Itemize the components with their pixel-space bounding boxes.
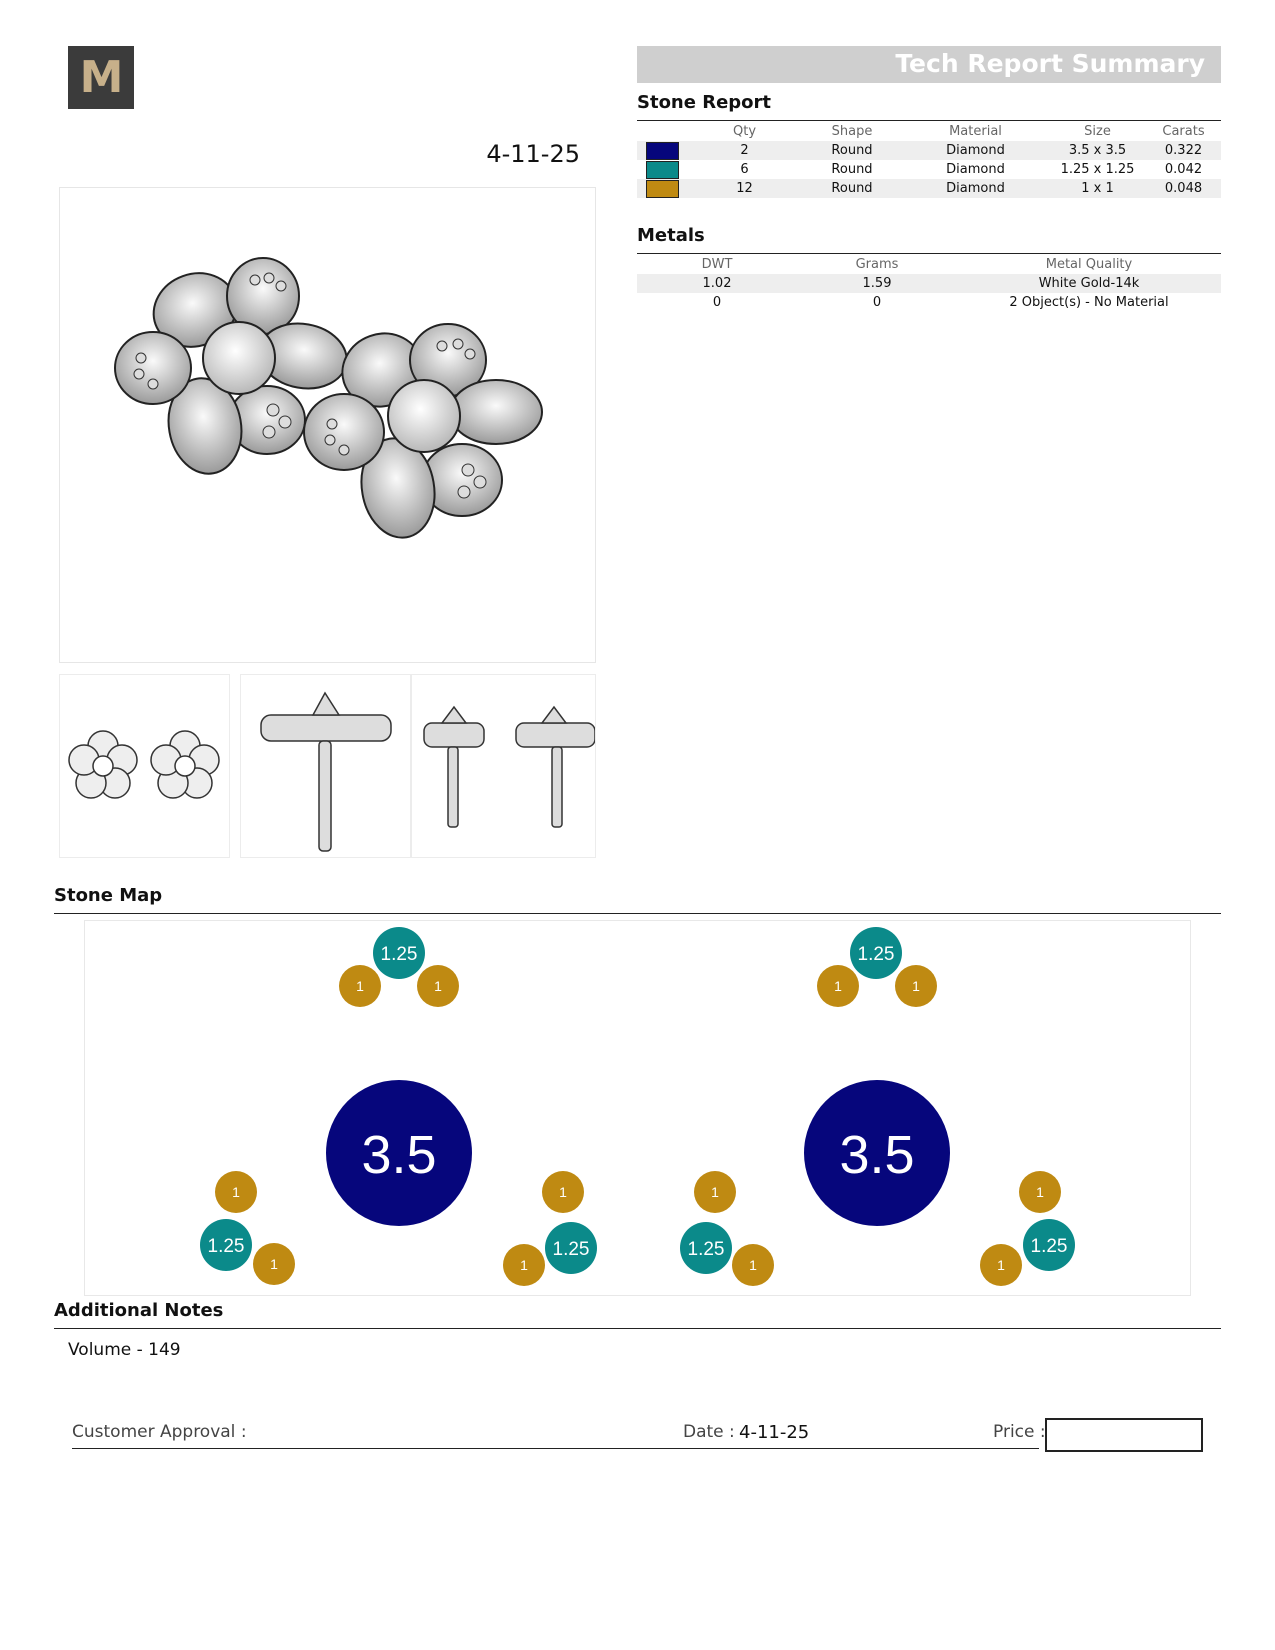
stone-medium [1023, 1219, 1075, 1271]
qty-cell: 2 [687, 141, 802, 160]
stone-report-table [637, 122, 1221, 198]
table-row [637, 274, 1221, 293]
size-cell: 1 x 1 [1049, 179, 1146, 198]
qty-cell: 12 [687, 179, 802, 198]
date-label: Date : [683, 1422, 735, 1442]
quality-cell: 2 Object(s) - No Material [1009, 295, 1169, 310]
signature-line[interactable] [72, 1448, 1039, 1449]
banner-title: Tech Report Summary [895, 49, 1205, 78]
stone-small [253, 1243, 295, 1285]
stone-small [215, 1171, 257, 1213]
stone-small [694, 1171, 736, 1213]
thumbnail-side-view[interactable] [240, 674, 411, 858]
stone-label: 1 [520, 1257, 528, 1273]
metals-table [637, 255, 1221, 312]
col-size: Size [1084, 124, 1111, 139]
notes-rule [54, 1328, 1221, 1329]
stone-label: 1 [749, 1257, 757, 1273]
stone-small [417, 965, 459, 1007]
report-banner [637, 46, 1221, 83]
stone-label: 1 [232, 1184, 240, 1200]
stone-medium [850, 927, 902, 979]
col-shape: Shape [831, 124, 873, 139]
stone-label: 1 [997, 1257, 1005, 1273]
customer-approval-label: Customer Approval : [72, 1422, 247, 1442]
logo-letter: M [79, 51, 123, 103]
thumbnail-front-view[interactable] [411, 674, 596, 858]
color-swatch [646, 161, 679, 179]
quality-cell: White Gold-14k [957, 274, 1221, 293]
stone-small [980, 1244, 1022, 1286]
stone-report-rule [637, 120, 1221, 121]
top-view-render [60, 675, 229, 857]
stone-small [339, 965, 381, 1007]
stone-medium [200, 1219, 252, 1271]
stone-label: 1 [434, 978, 442, 994]
stone-report-header [637, 122, 1221, 141]
shape-cell: Round [802, 141, 902, 160]
shape-cell: Round [831, 162, 873, 177]
price-field[interactable] [1045, 1418, 1203, 1452]
stone-label: 1.25 [207, 1236, 245, 1257]
metals-header [637, 255, 1221, 274]
stone-medium [373, 927, 425, 979]
thumbnail-top-view[interactable] [59, 674, 230, 858]
stone-map-rule [54, 913, 1221, 914]
stone-small [1019, 1171, 1061, 1213]
table-row [637, 179, 1221, 198]
stone-label: 1 [912, 978, 920, 994]
grams-cell: 1.59 [797, 274, 957, 293]
stone-label: 1.25 [857, 944, 895, 965]
grams-cell: 0 [872, 295, 882, 310]
size-cell: 3.5 x 3.5 [1049, 141, 1146, 160]
shape-cell: Round [802, 179, 902, 198]
stone-map [84, 920, 1191, 1296]
col-grams: Grams [855, 257, 899, 272]
table-row [637, 160, 1221, 179]
stone-small [817, 965, 859, 1007]
stone-small [542, 1171, 584, 1213]
col-material: Material [949, 124, 1002, 139]
stone-label: 3.5 [839, 1125, 915, 1185]
table-row [637, 141, 1221, 160]
stone-label: 3.5 [361, 1125, 437, 1185]
notes-title: Additional Notes [54, 1300, 224, 1321]
stone-map-title: Stone Map [54, 885, 163, 906]
carats-cell: 0.048 [1146, 179, 1221, 198]
carats-cell: 0.322 [1146, 141, 1221, 160]
table-row [637, 293, 1221, 312]
stone-medium [545, 1222, 597, 1274]
metals-rule [637, 253, 1221, 254]
earring-pair-render [60, 188, 595, 662]
dwt-cell: 0 [712, 295, 722, 310]
stone-small [503, 1244, 545, 1286]
stone-map-diagram [85, 921, 1190, 1295]
color-swatch [646, 180, 679, 198]
front-view-render [412, 675, 595, 857]
col-dwt: DWT [701, 257, 733, 272]
stone-label: 1.25 [1030, 1236, 1068, 1257]
stone-small [732, 1244, 774, 1286]
stone-label: 1 [711, 1184, 719, 1200]
dwt-cell: 1.02 [637, 274, 797, 293]
main-render-view [59, 187, 596, 663]
stone-medium [680, 1222, 732, 1274]
stone-report-title: Stone Report [637, 92, 772, 113]
price-label: Price : [993, 1422, 1046, 1442]
notes-text: Volume - 149 [68, 1340, 181, 1360]
material-cell: Diamond [902, 141, 1049, 160]
col-carats: Carats [1162, 124, 1205, 139]
stone-label: 1 [1036, 1184, 1044, 1200]
report-date: 4-11-25 [486, 140, 580, 168]
stone-label: 1.25 [380, 944, 418, 965]
stone-center-left [326, 1080, 472, 1226]
stone-label: 1.25 [552, 1239, 590, 1260]
date-value: 4-11-25 [739, 1422, 810, 1443]
col-qty: Qty [732, 124, 757, 139]
material-cell: Diamond [946, 162, 1005, 177]
stone-label: 1 [356, 978, 364, 994]
color-swatch [646, 142, 679, 160]
stone-small [895, 965, 937, 1007]
qty-cell: 6 [740, 162, 749, 177]
stone-label: 1 [834, 978, 842, 994]
company-logo [68, 46, 134, 109]
col-metal-quality: Metal Quality [1045, 257, 1133, 272]
carats-cell: 0.042 [1164, 162, 1203, 177]
stone-label: 1.25 [687, 1239, 725, 1260]
stone-center-right [804, 1080, 950, 1226]
side-view-render [241, 675, 410, 857]
stone-label: 1 [559, 1184, 567, 1200]
size-cell: 1.25 x 1.25 [1060, 162, 1135, 177]
material-cell: Diamond [902, 179, 1049, 198]
stone-label: 1 [270, 1256, 278, 1272]
metals-title: Metals [637, 225, 705, 246]
